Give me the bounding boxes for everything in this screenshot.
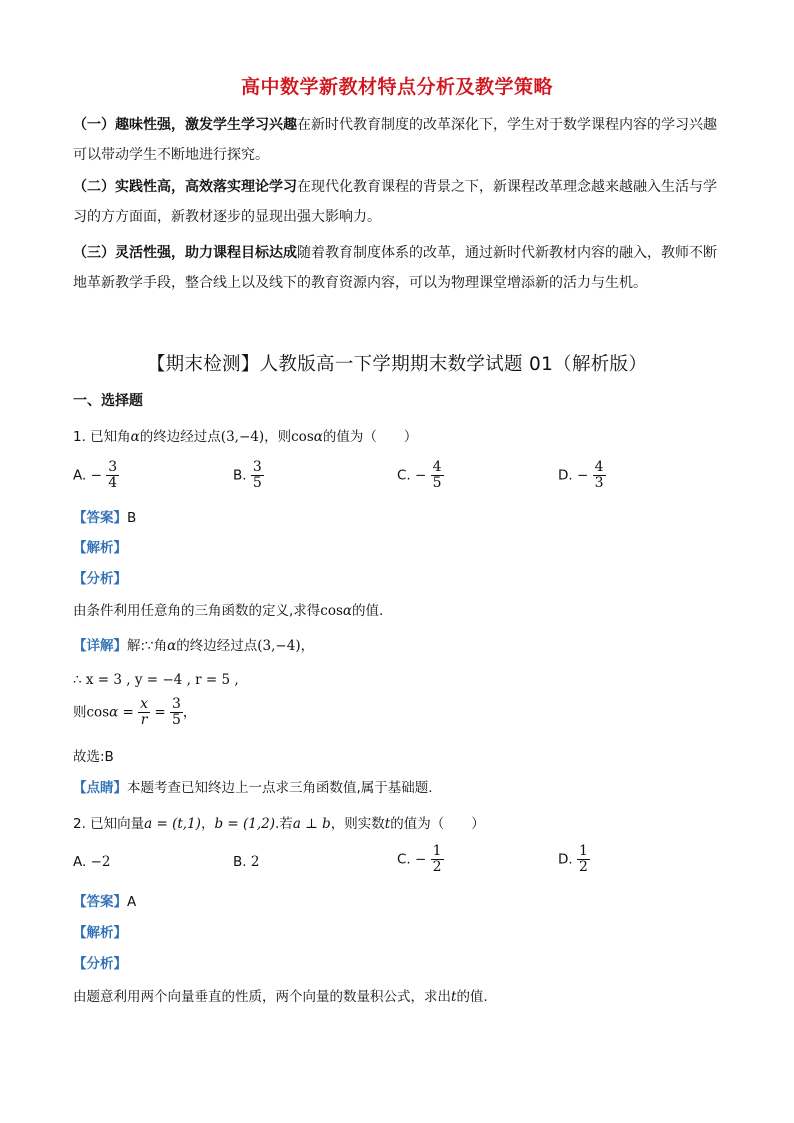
math-perp: a ⊥ b (292, 816, 331, 832)
option-letter: D. (558, 467, 573, 484)
fenxi-text: 由条件利用任意角的三角函数的定义,求得 (73, 603, 321, 619)
comment-label: 【点睛】 (73, 780, 127, 796)
q2-fenxi-label (73, 952, 127, 972)
stem-text: 的值为（ ） (322, 429, 418, 445)
answer-value: A (127, 894, 137, 910)
frac-num: 3 (108, 459, 118, 475)
option-fraction (577, 844, 590, 875)
detail-label: 【详解】 (73, 638, 127, 654)
q1-comment (73, 776, 433, 796)
q1-cos-line: 则cosα = $\frac{x}{r}$ = $\frac{3}{5}$ ， (73, 696, 197, 728)
math-t: t (451, 989, 457, 1005)
analysis-label: 【解析】 (73, 540, 127, 556)
answer-label: 【答案】 (73, 894, 127, 910)
option-sign: − (415, 851, 427, 868)
option-letter: D. (558, 851, 573, 868)
fenxi-label: 【分析】 (73, 571, 127, 587)
option-fraction (251, 460, 264, 491)
stem-text: ， (200, 816, 215, 832)
math-cos: cos (320, 603, 343, 619)
math-point: (3,−4) (220, 429, 265, 445)
stem-text: 的终边经过点 (139, 429, 221, 445)
frac-num: x (140, 696, 149, 712)
frac-den: 3 (594, 475, 604, 491)
intro-paragraph-2 (73, 172, 723, 232)
q2-option-b (233, 854, 259, 870)
q1-detail: 【详解】解:∵角α的终边经过点(3,−4)， (73, 638, 315, 654)
math-point: (3,−4) (257, 638, 301, 654)
q1-option-a (73, 460, 119, 491)
math-t: t (384, 816, 391, 832)
option-sign: − (90, 467, 102, 484)
option-letter: C. (397, 467, 411, 484)
stem-text: 则 (73, 704, 87, 721)
q1-fenxi-text (73, 599, 383, 619)
option-letter: B. (233, 467, 247, 484)
option-text: −2 (90, 854, 111, 870)
stem-text: 2. 已知向量 (73, 816, 145, 832)
fenxi-label: 【分析】 (73, 956, 127, 972)
q2-option-d (558, 844, 590, 875)
intro-heading: （二）实践性高，高效落实理论学习 (73, 179, 297, 195)
math-alpha: α (313, 429, 323, 445)
option-letter: B. (233, 854, 247, 870)
fenxi-text: 的值. (352, 603, 384, 619)
math-cos: cos (86, 704, 110, 721)
q1-fenxi-label (73, 567, 127, 587)
answer-value: B (127, 510, 137, 526)
frac-num: 4 (594, 459, 604, 475)
q1-answer (73, 506, 136, 526)
frac-num: 3 (171, 696, 181, 712)
q2-option-c (397, 844, 444, 875)
frac-den: 5 (432, 475, 442, 491)
stem-text: ，则 (264, 429, 292, 445)
frac-den: 4 (108, 475, 118, 491)
q1-analysis-label (73, 536, 127, 556)
fraction-3-over-5 (170, 697, 183, 728)
q1-option-d (558, 460, 606, 491)
math-alpha: α (167, 638, 177, 654)
q1-xyz-line: ∴ x = 3 , y = −4 , r = 5 , (73, 672, 239, 688)
option-letter: A. (73, 467, 87, 484)
math-alpha: α (342, 603, 353, 619)
frac-den: 5 (171, 712, 181, 728)
exam-title: 【期末检测】人教版高一下学期期末数学试题 01（解析版） (146, 354, 648, 375)
q2-analysis-label (73, 921, 127, 941)
stem-text: .若 (275, 816, 293, 832)
page-title: 高中数学新教材特点分析及教学策略 (240, 76, 553, 98)
frac-num: 3 (252, 459, 262, 475)
option-sign: − (415, 467, 427, 484)
math-alpha: α (130, 429, 140, 445)
intro-heading: （一）趣味性强，激发学生学习兴趣 (73, 117, 297, 133)
stem-text: 1. 已知角 (73, 429, 131, 445)
math-vector-a: a = (t,1) (144, 816, 201, 832)
option-sign: − (576, 467, 589, 484)
fenxi-text: 由题意利用两个向量垂直的性质，两个向量的数量积公式，求出 (73, 989, 451, 1005)
intro-paragraph-1 (73, 110, 723, 170)
section-heading: 一、选择题 (73, 393, 143, 409)
option-letter: C. (397, 851, 411, 868)
intro-paragraph-3 (73, 238, 723, 298)
frac-num: 1 (432, 843, 442, 859)
frac-num: 1 (578, 843, 588, 859)
frac-den: r (140, 712, 148, 728)
q1-option-b (233, 460, 264, 491)
q1-conclusion: 故选:B (73, 749, 114, 765)
answer-label: 【答案】 (73, 510, 127, 526)
q2-fenxi-text (73, 985, 488, 1005)
intro-text: 在新时代教育制度的改革深化下，学生对于数学课程内容的学习兴趣可以带动学生不断地进行探究。 (73, 117, 717, 163)
option-fraction (106, 460, 119, 491)
math-cos: cos (291, 429, 314, 445)
stem-text: 的值为（ ） (390, 816, 485, 832)
option-text: 2 (250, 854, 260, 870)
option-fraction (593, 460, 606, 491)
fenxi-text: 的值. (456, 989, 488, 1005)
frac-den: 2 (578, 859, 588, 875)
question-2-stem (73, 812, 485, 832)
analysis-label: 【解析】 (73, 925, 127, 941)
frac-den: 5 (252, 475, 262, 491)
frac-num: 4 (432, 459, 442, 475)
math-vector-b: b = (1,2) (214, 816, 276, 832)
q2-answer (73, 890, 136, 910)
option-letter: A. (73, 854, 87, 870)
intro-heading: （三）灵活性强，助力课程目标达成 (73, 245, 297, 261)
question-1-stem (73, 425, 417, 445)
q1-option-c (397, 460, 444, 491)
option-fraction (431, 844, 444, 875)
option-fraction (431, 460, 444, 491)
q2-option-a (73, 854, 111, 870)
detail-text: 解:∵角 (127, 638, 168, 654)
comment-text: 本题考查已知终边上一点求三角函数值,属于基础题. (127, 780, 433, 796)
intro-text: 在现代化教育课程的背景之下，新课程改革理念越来越融入生活与学习的方方面面，新教材逐步的显现出强大影响力。 (73, 179, 717, 225)
frac-den: 2 (432, 859, 442, 875)
intro-text: 随着教育制度体系的改革，通过新时代新教材内容的融入，教师不断地革新教学手段，整合线上以及线下的教育资源内容，可以为物理课堂增添新的活力与生机。 (73, 245, 717, 291)
math-alpha: α (109, 704, 119, 721)
stem-text: ，则实数 (330, 816, 385, 832)
fraction-x-over-r (138, 697, 150, 728)
detail-text: 的终边经过点 (176, 638, 258, 654)
